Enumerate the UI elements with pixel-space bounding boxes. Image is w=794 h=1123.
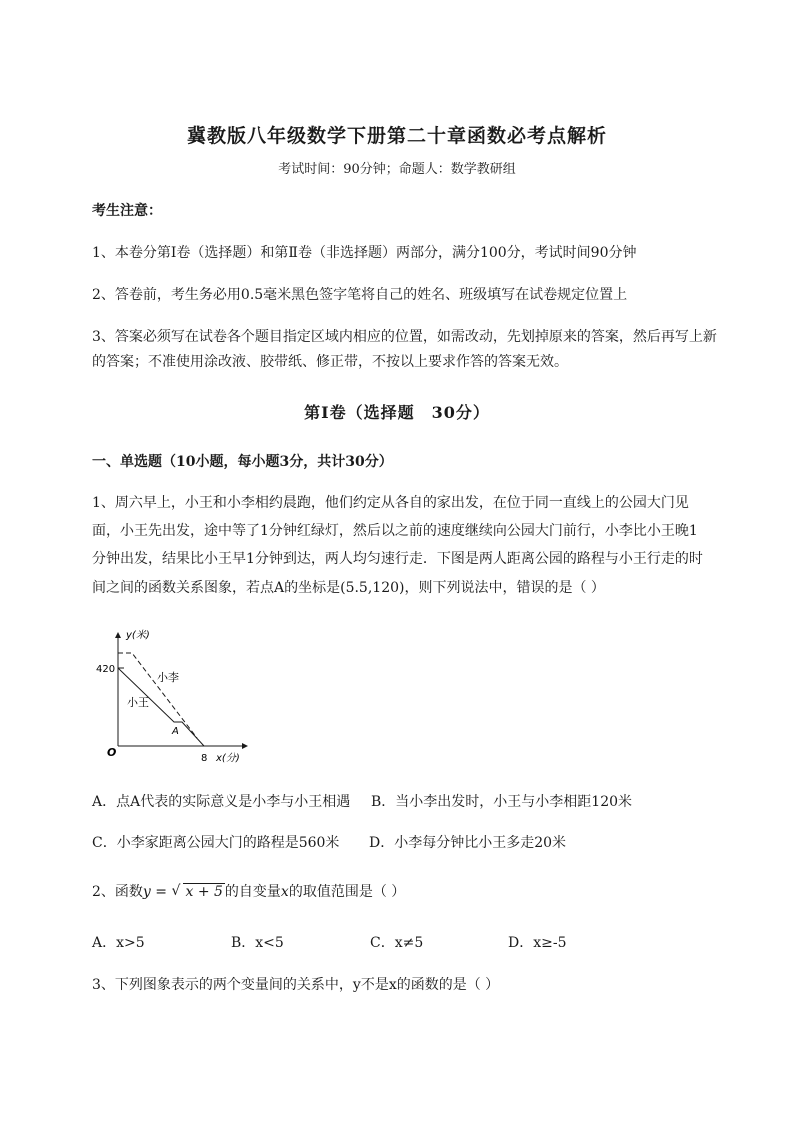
notice-item-3: 3、答案必须写在试卷各个题目指定区域内相应的位置，如需改动，先划掉原来的答案，然后再写上新: [92, 329, 717, 345]
q1-option-d[interactable]: D．小李每分钟比小王多走20米: [369, 835, 567, 851]
q2-mid: 的自变量: [224, 884, 281, 900]
exam-info: 考试时间：90分钟；命题人：数学教研组: [278, 162, 516, 177]
y-axis-arrow: [115, 632, 121, 638]
notice-item-2: 2、答卷前，考生务必用0.5毫米黑色签字笔将自己的姓名、班级填写在试卷规定位置上: [92, 287, 628, 303]
q1-line-3: 分钟出发，结果比小王早1分钟到达，两人均匀速行走．下图是两人距离公园的路程与小王行走的时: [92, 551, 703, 567]
q1-function-graph: [92, 622, 260, 770]
q2-eq: =: [150, 884, 172, 900]
q1-line-1: 1、周六早上，小王和小李相约晨跑，他们约定从各自的家出发，在位于同一直线上的公园大门见: [92, 495, 689, 511]
q1-option-b[interactable]: B．当小李出发时，小王与小李相距120米: [371, 794, 633, 810]
q2-option-b[interactable]: B．x<5: [231, 935, 284, 951]
notice-item-3-cont: 的答案；不准使用涂改液、胶带纸、修正带，不按以上要求作答的答案无效。: [92, 354, 568, 370]
x-tick-8: 8: [201, 753, 208, 764]
x-axis-label: x(分): [216, 753, 240, 764]
q1-option-c[interactable]: C．小李家距离公园大门的路程是560米: [92, 835, 340, 851]
q2-suffix: 的取值范围是（ ）: [288, 884, 406, 900]
part-heading: 一、单选题（10小题，每小题3分，共计30分）: [92, 454, 393, 470]
wang-label: 小王: [127, 696, 149, 709]
q2-prefix: 2、函数: [92, 884, 143, 900]
q2-radicand: x + 5: [185, 884, 223, 900]
y-tick-420: 420: [96, 664, 116, 675]
point-a-label: A: [172, 726, 179, 737]
origin-label: O: [107, 746, 117, 759]
q2-y: y: [142, 884, 151, 900]
q2-option-d[interactable]: D．x≥-5: [508, 935, 567, 951]
q1-line-2: 面，小王先出发，途中等了1分钟红绿灯，然后以之前的速度继续向公园大门前行，小李比小王晚1: [92, 523, 698, 539]
notice-item-1: 1、本卷分第I卷（选择题）和第Ⅱ卷（非选择题）两部分，满分100分，考试时间90分钟: [92, 245, 637, 261]
q2-option-a[interactable]: A．x>5: [92, 935, 145, 951]
section-title: 第I卷（选择题 30分）: [304, 403, 490, 422]
sqrt-icon: √: [171, 883, 181, 899]
q3-stem: 3、下列图象表示的两个变量间的关系中，y不是x的函数的是（ ）: [92, 977, 500, 993]
x-axis-arrow: [242, 743, 248, 749]
page-title: 冀教版八年级数学下册第二十章函数必考点解析: [186, 125, 607, 147]
q1-option-a[interactable]: A．点A代表的实际意义是小李与小王相遇: [92, 794, 351, 810]
y-axis-label: y(米): [126, 630, 150, 641]
notice-heading: 考生注意：: [92, 203, 162, 219]
q1-line-4: 间之间的函数关系图象，若点A的坐标是(5.5,120)，则下列说法中，错误的是（ ）: [92, 580, 605, 596]
q2-var: x: [280, 884, 289, 900]
q2-stem: [92, 881, 405, 901]
li-label: 小李: [157, 671, 179, 684]
sqrt-expression: [171, 884, 224, 900]
q2-option-c[interactable]: C．x≠5: [370, 935, 424, 951]
